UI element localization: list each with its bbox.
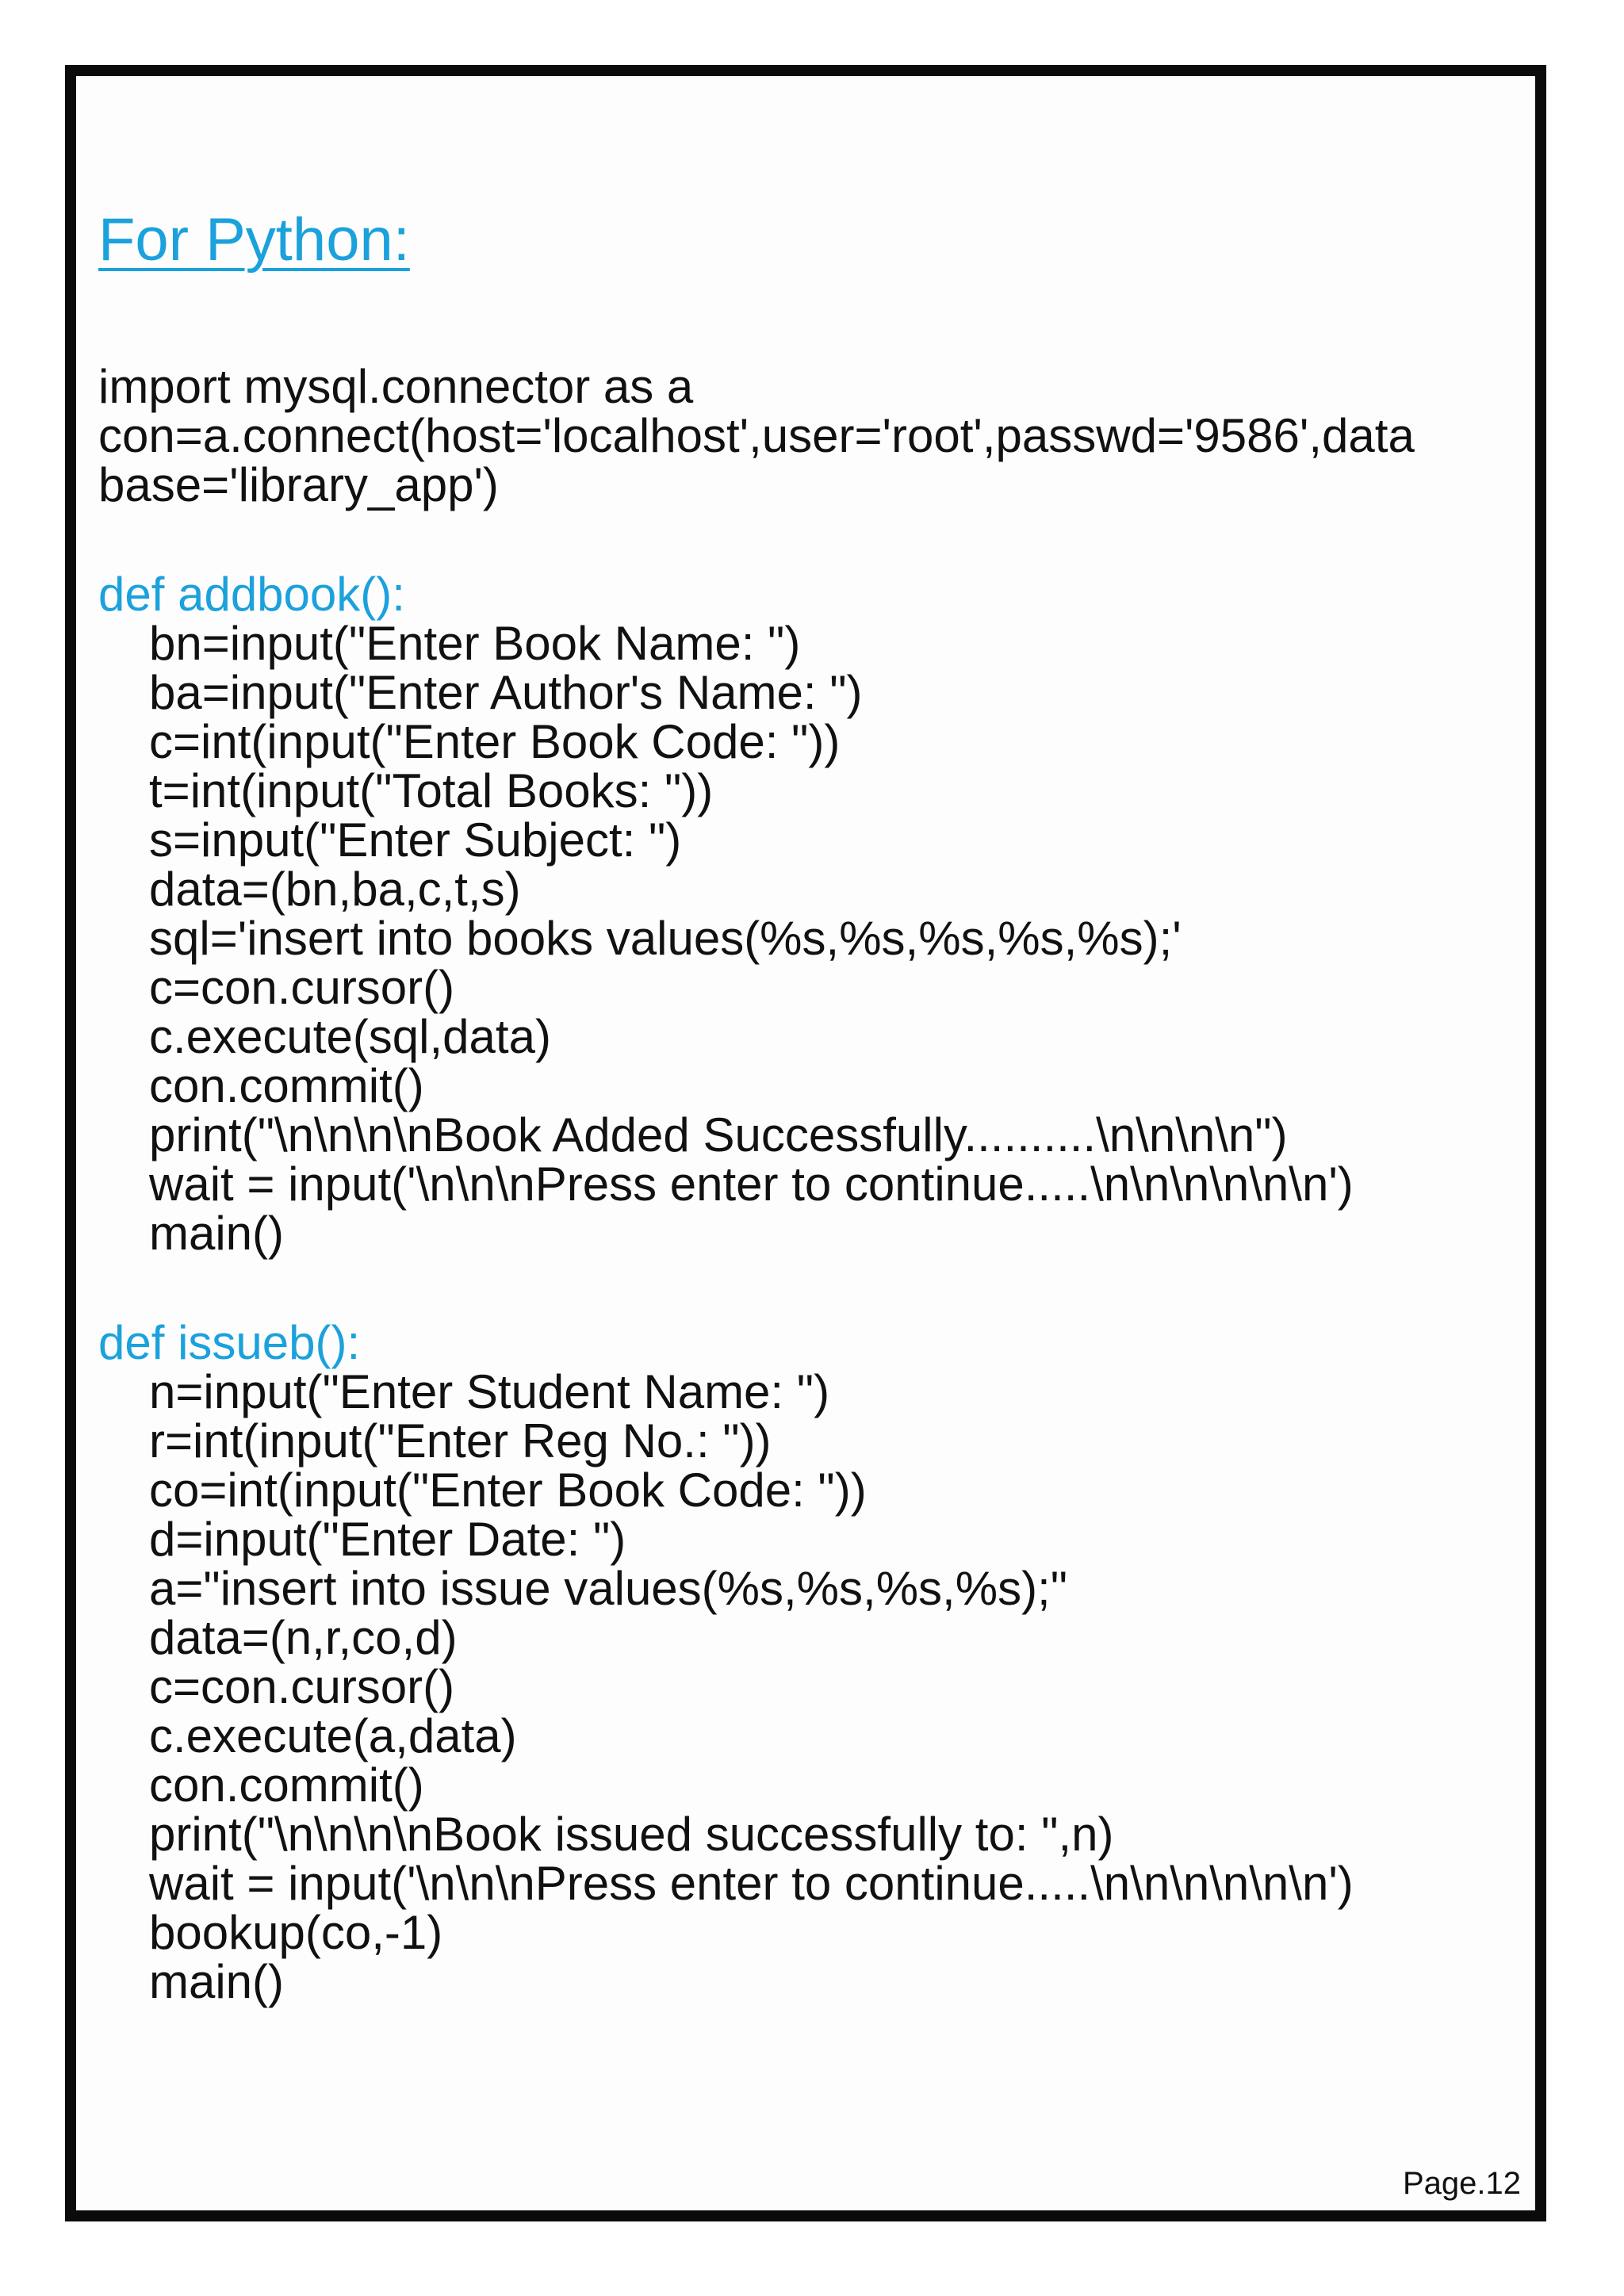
code-line: c.execute(sql,data) <box>149 1010 551 1063</box>
code-line: print("\n\n\n\nBook issued successfully to: ",n) <box>149 1808 1114 1861</box>
code-line: main() <box>149 1955 285 2008</box>
function-def-issueb: def issueb(): <box>98 1316 361 1369</box>
code-line: c=int(input("Enter Book Code: ")) <box>149 715 841 768</box>
code-line: bn=input("Enter Book Name: ") <box>149 617 801 670</box>
code-line: wait = input('\n\n\nPress enter to continue.....\n\n\n\n\n\n') <box>149 1158 1354 1211</box>
code-line: sql='insert into books values(%s,%s,%s,%s,%s);' <box>149 912 1182 965</box>
code-line: co=int(input("Enter Book Code: ")) <box>149 1464 867 1517</box>
code-line: main() <box>149 1207 285 1260</box>
code-line: con.commit() <box>149 1059 424 1112</box>
code-line: s=input("Enter Subject: ") <box>149 813 682 867</box>
code-line: data=(n,r,co,d) <box>149 1611 458 1664</box>
code-line-connect-cont: base='library_app') <box>98 458 499 511</box>
code-line: c=con.cursor() <box>149 961 455 1014</box>
code-line: ba=input("Enter Author's Name: ") <box>149 666 863 719</box>
code-line: c.execute(a,data) <box>149 1709 517 1762</box>
code-line: d=input("Enter Date: ") <box>149 1513 626 1566</box>
code-line: bookup(co,-1) <box>149 1906 443 1959</box>
function-def-addbook: def addbook(): <box>98 568 405 621</box>
code-line: c=con.cursor() <box>149 1660 455 1713</box>
code-line: r=int(input("Enter Reg No.: ")) <box>149 1414 772 1468</box>
section-heading: For Python: <box>98 206 410 274</box>
code-line: print("\n\n\n\nBook Added Successfully..........\n\n\n\n") <box>149 1108 1288 1161</box>
code-line: wait = input('\n\n\nPress enter to continue.....\n\n\n\n\n\n') <box>149 1857 1354 1910</box>
code-line: con.commit() <box>149 1758 424 1812</box>
code-line: n=input("Enter Student Name: ") <box>149 1365 830 1418</box>
code-line-connect: con=a.connect(host='localhost',user='root',passwd='9586',data <box>98 409 1415 462</box>
code-line: t=int(input("Total Books: ")) <box>149 764 714 817</box>
code-line: data=(bn,ba,c,t,s) <box>149 863 521 916</box>
code-line: a="insert into issue values(%s,%s,%s,%s);" <box>149 1562 1068 1615</box>
code-line-import: import mysql.connector as a <box>98 360 694 413</box>
page-number: Page.12 <box>1402 2166 1521 2201</box>
